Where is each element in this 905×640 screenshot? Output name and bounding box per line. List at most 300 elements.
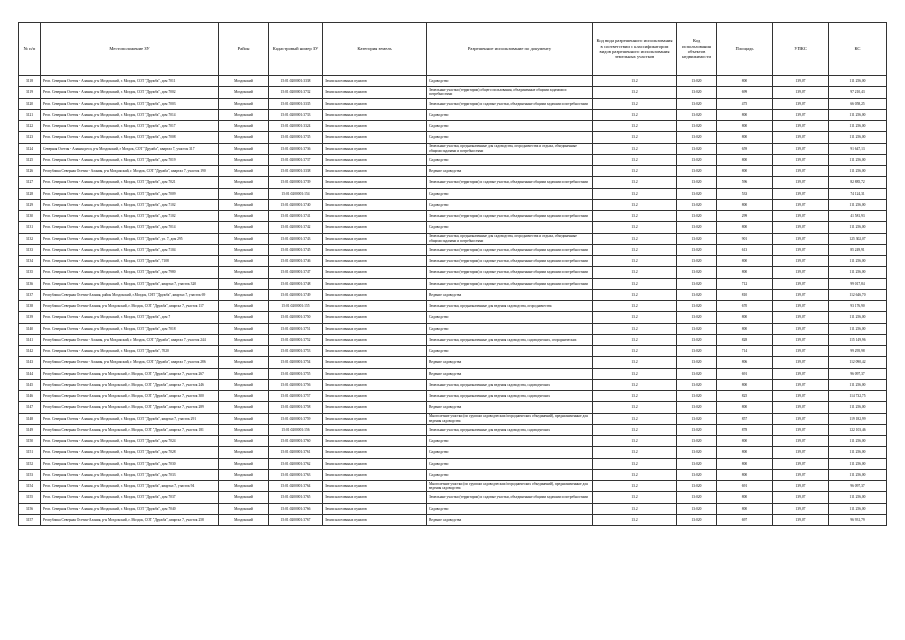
cell-cadastral-number: 15:01:0200001:3742 [269,222,323,233]
table-row [19,166,887,177]
cell-area: 659 [717,143,773,154]
cell-row-number: 3134 [19,256,41,267]
column-header: Код использования объектов недвижимости [677,23,717,76]
cell-ks: 111 256,00 [829,402,887,413]
cell-real-estate-code: 13:020 [677,244,717,255]
cell-use-code: 13.2 [593,379,677,390]
cell-location: Республика Северная Осетия-Алания, район Моздокский, г.Моздок, СНТ "Дружба", квартал 7, участок 69 [41,289,219,300]
cell-upks: 139,07 [773,458,829,469]
cell-upks: 139,07 [773,514,829,525]
cell-upks: 139,07 [773,312,829,323]
cell-area: 806 [717,357,773,368]
column-header: № п/п [19,23,41,76]
cell-real-estate-code: 13:020 [677,188,717,199]
cell-land-category: Земли населенных пунктов [323,413,427,424]
cell-cadastral-number: 15:01:0200001:3737 [269,154,323,165]
column-header: УПКС [773,23,829,76]
cell-real-estate-code: 13:020 [677,391,717,402]
cell-location: Респ. Северная Осетия - Алания, р-н Моздокский, г. Моздок, СОТ "Дружба", 7020 [41,346,219,357]
cell-ks: 122 103,46 [829,424,887,435]
cell-location: Респ. Северная Осетия - Алания, р-н Моздокский, г. Моздок, СОТ "Дружба", дом 7017 [41,121,219,132]
cell-district: Моздокский [219,481,269,492]
cell-land-category: Земли населенных пунктов [323,346,427,357]
cell-use-code: 13.2 [593,368,677,379]
cell-permitted-use: Земельные участки (территории) и садовые участки, объединенные общими задачами и потребностями [427,267,593,278]
cell-upks: 139,07 [773,211,829,222]
table-row [19,244,887,255]
cell-permitted-use: Ведение садоводства [427,402,593,413]
cell-row-number: 3149 [19,424,41,435]
cell-real-estate-code: 13:020 [677,402,717,413]
cell-cadastral-number: 15:01:0200001:154 [269,188,323,199]
cell-real-estate-code: 13:020 [677,492,717,503]
cell-area: 800 [717,503,773,514]
cell-district: Моздокский [219,436,269,447]
cell-upks: 139,07 [773,323,829,334]
cell-use-code: 13.2 [593,278,677,289]
cell-permitted-use: Земельные участки (территории) и садовые участки, объединенные общими задачами и потребностями [427,492,593,503]
table-row [19,334,887,345]
cell-land-category: Земли населенных пунктов [323,109,427,120]
cell-permitted-use: Земельные участки, предназначенные для садоводства, огородничества и отдыха, объединенные общими задачами и потребностями [427,143,593,154]
table-row [19,323,887,334]
cell-real-estate-code: 13:020 [677,514,717,525]
table-row [19,177,887,188]
cell-ks: 96 097,37 [829,368,887,379]
cell-location: Республика Северная Осетия-Алания, р-н Моздокский, г. Моздок, СОТ "Дружба", квартал 7, участок 289 [41,402,219,413]
cell-land-category: Земли населенных пунктов [323,289,427,300]
cell-upks: 139,07 [773,379,829,390]
cell-real-estate-code: 13:020 [677,301,717,312]
cell-row-number: 3126 [19,166,41,177]
cell-use-code: 13.2 [593,98,677,109]
cell-row-number: 3139 [19,312,41,323]
cell-area: 800 [717,267,773,278]
column-header: Разрешенное использование по документу [427,23,593,76]
cell-area: 699 [717,87,773,98]
cell-area: 800 [717,469,773,480]
cell-location: Респ. Северная Осетия - Алания, р-н Моздокский, г. Моздок, СОТ "Дружба", дом 7030 [41,458,219,469]
cell-permitted-use: Садоводство [427,323,593,334]
cell-ks: 96 931,79 [829,514,887,525]
cell-district: Моздокский [219,424,269,435]
cell-permitted-use: Садоводство [427,469,593,480]
cell-district: Моздокский [219,211,269,222]
cell-upks: 139,07 [773,481,829,492]
cell-cadastral-number: 15:01:0200001:3747 [269,267,323,278]
column-header: КС [829,23,887,76]
cell-ks: 74 124,31 [829,188,887,199]
cell-upks: 139,07 [773,98,829,109]
table-row [19,121,887,132]
table-row [19,233,887,244]
cell-row-number: 3132 [19,233,41,244]
cell-land-category: Земли населенных пунктов [323,256,427,267]
cell-area: 714 [717,346,773,357]
cell-upks: 139,07 [773,346,829,357]
cell-location: Респ. Северная Осетия - Алания, р-н Моздокский, г. Моздок, СОТ "Дружба", ул. 7, дом 295 [41,233,219,244]
cell-ks: 93 176,90 [829,301,887,312]
cell-area: 810 [717,289,773,300]
cell-upks: 139,07 [773,391,829,402]
cell-land-category: Земли населенных пунктов [323,436,427,447]
cell-cadastral-number: 15:01:0200001:3746 [269,256,323,267]
cell-cadastral-number: 15:01:0200001:3732 [269,87,323,98]
cell-cadastral-number: 15:01:0200001:3763 [269,469,323,480]
cell-row-number: 3129 [19,199,41,210]
cell-use-code: 13.2 [593,188,677,199]
cell-real-estate-code: 13:020 [677,278,717,289]
cell-area: 613 [717,244,773,255]
table-row [19,143,887,154]
table-row [19,211,887,222]
cell-land-category: Земли населенных пунктов [323,222,427,233]
cell-real-estate-code: 13:020 [677,346,717,357]
cell-cadastral-number: 15:01:0200001:3338 [269,76,323,87]
cell-permitted-use: Земельные участки (территории) и садовые участки, объединенные общими задачами и потребностями [427,211,593,222]
table-row [19,301,887,312]
cell-area: 828 [717,334,773,345]
cell-location: Республика Северная Осетия-Алания, р-н Моздокский, г. Моздок, СОТ "Дружба", квартал 7, участок 117 [41,301,219,312]
cell-permitted-use: Садоводство [427,503,593,514]
cell-real-estate-code: 13:020 [677,222,717,233]
cell-district: Моздокский [219,154,269,165]
cell-ks: 97 210,43 [829,87,887,98]
cell-use-code: 13.2 [593,121,677,132]
cell-use-code: 13.2 [593,458,677,469]
cell-row-number: 3156 [19,503,41,514]
cell-cadastral-number: 15:01:0200001:3335 [269,98,323,109]
cell-cadastral-number: 15:01:0200001:3751 [269,323,323,334]
cell-real-estate-code: 13:020 [677,143,717,154]
cell-real-estate-code: 13:020 [677,447,717,458]
cell-location: Северная Осетия - Алания респ, р-н Моздокский, г Моздок, СОТ "Дружба", квартал 7, участок 317 [41,143,219,154]
cell-location: Респ. Северная Осетия - Алания, р-н Моздокский, г. Моздок, СОТ "Дружба", квартал 7, участок 94 [41,481,219,492]
cell-area: 800 [717,132,773,143]
cell-upks: 139,07 [773,424,829,435]
cell-use-code: 13.2 [593,87,677,98]
cell-area: 299 [717,211,773,222]
table-row [19,447,887,458]
cell-use-code: 13.2 [593,244,677,255]
cell-real-estate-code: 13:020 [677,199,717,210]
cell-land-category: Земли населенных пунктов [323,334,427,345]
cell-ks: 91 647,13 [829,143,887,154]
cell-district: Моздокский [219,256,269,267]
cell-ks: 111 256,00 [829,199,887,210]
cell-land-category: Земли населенных пунктов [323,188,427,199]
cell-district: Моздокский [219,469,269,480]
cell-row-number: 3136 [19,278,41,289]
cell-permitted-use: Садоводство [427,132,593,143]
cell-use-code: 13.2 [593,391,677,402]
cell-cadastral-number: 15:01:0200001:3338 [269,166,323,177]
cell-area: 800 [717,323,773,334]
cell-ks: 41 581,93 [829,211,887,222]
cell-real-estate-code: 13:020 [677,289,717,300]
cell-use-code: 13.2 [593,312,677,323]
cell-district: Моздокский [219,413,269,424]
cell-use-code: 13.2 [593,109,677,120]
cell-land-category: Земли населенных пунктов [323,391,427,402]
cell-real-estate-code: 13:020 [677,132,717,143]
cell-land-category: Земли населенных пунктов [323,424,427,435]
cell-use-code: 13.2 [593,211,677,222]
cell-area: 800 [717,199,773,210]
cell-location: Респ. Северная Осетия - Алания, р-н Моздокский, г. Моздок, СОТ "Дружба", дом 7033 [41,469,219,480]
cell-area: 800 [717,166,773,177]
cell-row-number: 3121 [19,109,41,120]
cell-use-code: 13.2 [593,492,677,503]
cell-permitted-use: Земельные участки (территории) и садовые участки, объединенные общими задачами и потребностями [427,177,593,188]
cell-row-number: 3133 [19,244,41,255]
cell-real-estate-code: 13:020 [677,334,717,345]
cell-row-number: 3124 [19,143,41,154]
cell-real-estate-code: 13:020 [677,469,717,480]
cell-district: Моздокский [219,87,269,98]
cell-row-number: 3144 [19,368,41,379]
cell-real-estate-code: 13:020 [677,87,717,98]
cell-use-code: 13.2 [593,289,677,300]
cell-land-category: Земли населенных пунктов [323,143,427,154]
cell-upks: 139,07 [773,402,829,413]
cell-upks: 139,07 [773,143,829,154]
cell-upks: 139,07 [773,357,829,368]
cell-row-number: 3138 [19,301,41,312]
cell-area: 800 [717,76,773,87]
table-row [19,87,887,98]
cell-row-number: 3130 [19,211,41,222]
cell-land-category: Земли населенных пунктов [323,503,427,514]
cell-ks: 112 090,42 [829,357,887,368]
cell-area: 533 [717,188,773,199]
cell-permitted-use: Садоводство [427,312,593,323]
cell-ks: 111 256,00 [829,323,887,334]
cell-land-category: Земли населенных пунктов [323,121,427,132]
table-row [19,76,887,87]
cell-land-category: Земли населенных пунктов [323,98,427,109]
cell-land-category: Земли населенных пунктов [323,76,427,87]
cell-use-code: 13.2 [593,132,677,143]
cell-real-estate-code: 13:020 [677,323,717,334]
cell-area: 800 [717,447,773,458]
cell-row-number: 3119 [19,87,41,98]
cell-district: Моздокский [219,368,269,379]
table-row [19,514,887,525]
cell-cadastral-number: 15:01:0200001:3758 [269,402,323,413]
cell-location: Респ. Северная Осетия - Алания, р-н Моздокский, г. Моздок, СОТ "Дружба", квартал 7, участок 291 [41,413,219,424]
cell-location: Республика Северная Осетия-Алания, р-н Моздокский, г. Моздок, СОТ "Дружба", квартал 7, участок 258 [41,514,219,525]
cell-real-estate-code: 13:020 [677,109,717,120]
cell-district: Моздокский [219,301,269,312]
cell-area: 800 [717,458,773,469]
cell-area: 800 [717,312,773,323]
cell-land-category: Земли населенных пунктов [323,402,427,413]
cell-cadastral-number: 15:01:0200001:3739 [269,177,323,188]
cell-cadastral-number: 15:01:0200001:3753 [269,346,323,357]
cell-permitted-use: Садоводство [427,109,593,120]
cell-row-number: 3135 [19,267,41,278]
cell-ks: 115 149,96 [829,334,887,345]
cell-district: Моздокский [219,278,269,289]
cell-real-estate-code: 13:020 [677,379,717,390]
cell-real-estate-code: 13:020 [677,312,717,323]
cell-area: 691 [717,368,773,379]
cell-ks: 99 017,84 [829,278,887,289]
cell-use-code: 13.2 [593,154,677,165]
cell-upks: 139,07 [773,222,829,233]
cell-ks: 111 256,00 [829,447,887,458]
cell-permitted-use: Садоводство [427,188,593,199]
table-row [19,481,887,492]
table-row [19,188,887,199]
cell-cadastral-number: 15:01:0200001:3766 [269,503,323,514]
cell-district: Моздокский [219,379,269,390]
cell-cadastral-number: 15:01:0200001:3760 [269,436,323,447]
cell-row-number: 3147 [19,402,41,413]
cell-area: 800 [717,402,773,413]
cell-area: 475 [717,98,773,109]
cell-cadastral-number: 15:01:0200001:3745 [269,244,323,255]
cell-location: Республика Северная Осетия-Алания, р-н Моздокский, г. Моздок, СОТ "Дружба", квартал 7, участок 181 [41,424,219,435]
cell-cadastral-number: 15:01:0200001:155 [269,301,323,312]
cell-location: Респ. Северная Осетия - Алания, р-н Моздокский, г. Моздок, СОТ "Дружба", дом 7014 [41,222,219,233]
cell-cadastral-number: 15:01:0200001:3757 [269,391,323,402]
cell-permitted-use: Садоводство [427,199,593,210]
cell-land-category: Земли населенных пунктов [323,244,427,255]
column-header: Район [219,23,269,76]
cell-upks: 139,07 [773,244,829,255]
table-row [19,346,887,357]
cell-cadastral-number: 15:01:0200001:3749 [269,289,323,300]
cell-district: Моздокский [219,98,269,109]
column-header: Местоположение ЗУ [41,23,219,76]
cell-location: Респ. Северная Осетия - Алания, р-н Моздокский, г. Моздок, СОТ "Дружба", дом 7024 [41,436,219,447]
cell-district: Моздокский [219,166,269,177]
cell-use-code: 13.2 [593,323,677,334]
cell-district: Моздокский [219,199,269,210]
cell-location: Респ. Северная Осетия - Алания, р-н Моздокский, г. Моздок, СОТ "Дружба", дом 7980 [41,267,219,278]
cell-location: Респ. Северная Осетия - Алания, р-н Моздокский, г. Моздок, СОТ "Дружба", дом 7003 [41,98,219,109]
cell-district: Моздокский [219,109,269,120]
cell-ks: 99 295,98 [829,346,887,357]
cell-cadastral-number: 15:01:0200001:3740 [269,199,323,210]
cell-real-estate-code: 13:020 [677,177,717,188]
cell-use-code: 13.2 [593,334,677,345]
cell-district: Моздокский [219,244,269,255]
cell-district: Моздокский [219,402,269,413]
cell-real-estate-code: 13:020 [677,211,717,222]
cell-land-category: Земли населенных пунктов [323,447,427,458]
cell-real-estate-code: 13:020 [677,154,717,165]
cell-ks: 111 256,00 [829,312,887,323]
cell-use-code: 13.2 [593,256,677,267]
cell-upks: 139,07 [773,289,829,300]
cell-permitted-use: Садоводство [427,447,593,458]
cell-ks: 111 256,00 [829,76,887,87]
cell-real-estate-code: 13:020 [677,436,717,447]
cell-upks: 139,07 [773,188,829,199]
cell-upks: 139,07 [773,301,829,312]
cell-upks: 139,07 [773,503,829,514]
cell-area: 800 [717,222,773,233]
cell-row-number: 3140 [19,323,41,334]
cell-location: Респ. Северная Осетия - Алания, р-н Моздокский, г. Моздок, СОТ "Дружба", дом 7040 [41,503,219,514]
cell-cadastral-number: 15:01:0200001:3765 [269,492,323,503]
cell-location: Респ. Северная Осетия - Алания, р-н Моздокский, г. Моздок, СОТ "Дружба", дом 7028 [41,447,219,458]
cell-area: 670 [717,301,773,312]
cell-upks: 139,07 [773,132,829,143]
cell-use-code: 13.2 [593,301,677,312]
table-row [19,391,887,402]
cell-land-category: Земли населенных пунктов [323,368,427,379]
cell-use-code: 13.2 [593,346,677,357]
cell-permitted-use: Ведение садоводства [427,289,593,300]
cell-cadastral-number: 15:01:0200001:3741 [269,211,323,222]
cell-permitted-use: Земельные участки (территории) и садовые участки, объединенные общими задачами и потребностями [427,244,593,255]
table-row [19,154,887,165]
cell-cadastral-number: 15:01:0200001:3736 [269,143,323,154]
cell-ks: 111 256,00 [829,132,887,143]
cell-land-category: Земли населенных пунктов [323,199,427,210]
cell-area: 825 [717,391,773,402]
cell-permitted-use: Садоводство [427,154,593,165]
cell-use-code: 13.2 [593,357,677,368]
cell-district: Моздокский [219,312,269,323]
cell-land-category: Земли населенных пунктов [323,177,427,188]
cell-row-number: 3123 [19,132,41,143]
cell-area: 712 [717,278,773,289]
cell-land-category: Земли населенных пунктов [323,357,427,368]
cell-real-estate-code: 13:020 [677,413,717,424]
table-body [19,76,887,526]
table-row [19,379,887,390]
cell-ks: 111 256,00 [829,458,887,469]
cell-upks: 139,07 [773,267,829,278]
cell-land-category: Земли населенных пунктов [323,312,427,323]
table-row [19,222,887,233]
cell-row-number: 3151 [19,447,41,458]
cell-district: Моздокский [219,233,269,244]
cell-upks: 139,07 [773,76,829,87]
cell-permitted-use: Садоводство [427,436,593,447]
cell-location: Респ. Северная Осетия - Алания, р-н Моздокский, г. Моздок, СОТ "Дружба", дом 7002 [41,87,219,98]
cell-district: Моздокский [219,357,269,368]
table-row [19,458,887,469]
cell-use-code: 13.2 [593,267,677,278]
cell-upks: 139,07 [773,334,829,345]
cell-land-category: Земли населенных пунктов [323,481,427,492]
cell-cadastral-number: 15:01:0200001:3748 [269,278,323,289]
cell-location: Респ. Северная Осетия - Алания, р-н Моздокский, г. Моздок, СОТ "Дружба", дом 7014 [41,109,219,120]
cell-cadastral-number: 15:01:0200001:3762 [269,458,323,469]
table-row [19,503,887,514]
cell-permitted-use: Садоводство [427,458,593,469]
cell-permitted-use: Ведение садоводства [427,368,593,379]
cell-area: 800 [717,256,773,267]
cell-permitted-use: Земельные участки, предназначенные для ведения садоводства, садоводческих, огороднических [427,334,593,345]
cell-location: Респ. Северная Осетия - Алания, р-н Моздокский, г. Моздок, СОТ "Дружба", дом 7104 [41,244,219,255]
table-row [19,98,887,109]
cell-use-code: 13.2 [593,76,677,87]
cell-permitted-use: Земельные участки, предназначенные для ведения садоводства, садоводческих [427,424,593,435]
cell-use-code: 13.2 [593,166,677,177]
cell-land-category: Земли населенных пунктов [323,211,427,222]
cell-row-number: 3150 [19,436,41,447]
cell-row-number: 3157 [19,514,41,525]
cell-real-estate-code: 13:020 [677,368,717,379]
cell-permitted-use: Садоводство [427,346,593,357]
